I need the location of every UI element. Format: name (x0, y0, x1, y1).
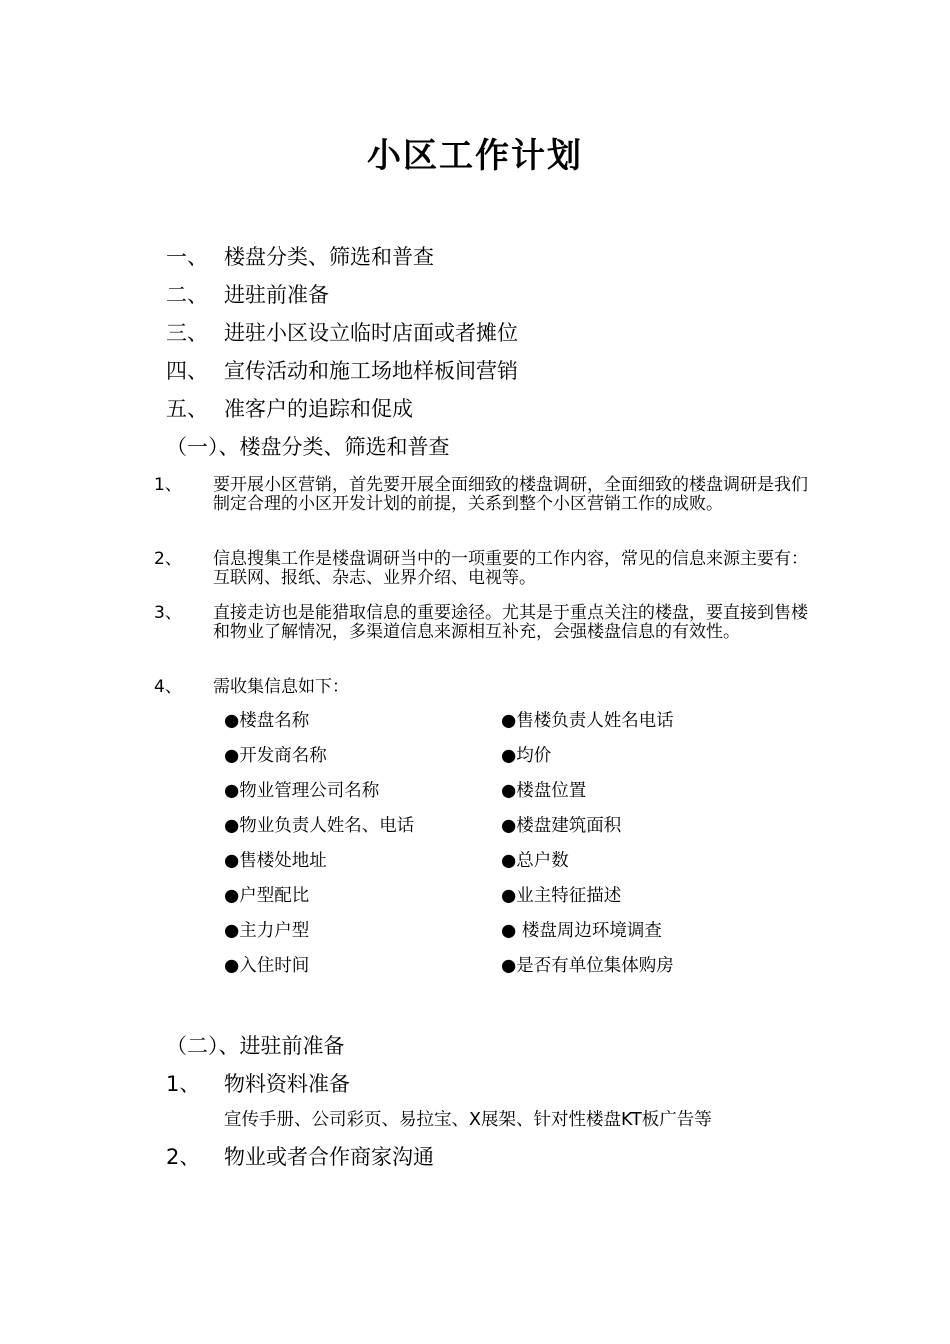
list-item-text: 信息搜集工作是楼盘调研当中的一项重要的工作内容，常见的信息来源主要有：互联网、报纸、杂志、业界介绍、电视等。 (213, 549, 808, 588)
list-item-text: 需收集信息如下： (213, 677, 349, 697)
list-item-number: 1、 (154, 475, 182, 495)
toc-number: 四、 (166, 359, 208, 383)
bullet-item: ●业主特征描述 (501, 886, 622, 906)
sub-item-number: 2、 (166, 1145, 201, 1169)
sub-item (166, 1069, 350, 1099)
toc-number: 一、 (166, 245, 208, 269)
toc-number: 五、 (166, 397, 208, 421)
toc-text: 进驻前准备 (224, 283, 329, 307)
bullet-item: ●均价 (501, 746, 552, 766)
list-item-number: 2、 (154, 549, 182, 569)
toc-item-5 (166, 394, 413, 424)
sub-item-number: 1、 (166, 1072, 201, 1096)
bullet-item: ●物业管理公司名称 (224, 781, 380, 801)
bullet-item: ●楼盘建筑面积 (501, 816, 622, 836)
bullet-item: ●主力户型 (224, 921, 310, 941)
section-1-heading: （一）、楼盘分类、筛选和普查 (166, 435, 450, 459)
list-item-text: 要开展小区营销，首先要开展全面细致的楼盘调研，全面细致的楼盘调研是我们制定合理的小区开发计划的前提，关系到整个小区营销工作的成败。 (213, 475, 808, 514)
bullet-item: ●售楼负责人姓名电话 (501, 711, 674, 731)
toc-item-2 (166, 280, 329, 310)
bullet-item: ●楼盘名称 (224, 711, 310, 731)
toc-item-1 (166, 242, 434, 272)
bullet-item: ●入住时间 (224, 956, 310, 976)
bullet-item: ●楼盘位置 (501, 781, 587, 801)
toc-text: 进驻小区设立临时店面或者摊位 (224, 321, 518, 345)
bullet-item: ●售楼处地址 (224, 851, 327, 871)
materials-list: 宣传手册、公司彩页、易拉宝、X展架、针对性楼盘KT板广告等 (224, 1110, 712, 1130)
list-item-text: 直接走访也是能猎取信息的重要途径。尤其是于重点关注的楼盘，要直接到售楼和物业了解情况，多渠道信息来源相互补充，会强楼盘信息的有效性。 (213, 603, 808, 642)
toc-text: 楼盘分类、筛选和普查 (224, 245, 434, 269)
sub-item-text: 物业或者合作商家沟通 (224, 1145, 434, 1169)
list-item-number: 3、 (154, 603, 182, 623)
page-title: 小区工作计划 (367, 136, 583, 176)
toc-item-4 (166, 356, 518, 386)
bullet-item: ● 楼盘周边环境调查 (501, 921, 662, 941)
bullet-item: ●户型配比 (224, 886, 310, 906)
bullet-item: ●总户数 (501, 851, 569, 871)
toc-item-3 (166, 318, 518, 348)
section-2-heading: （二）、进驻前准备 (166, 1034, 345, 1058)
sub-item-text: 物料资料准备 (224, 1072, 350, 1096)
bullet-item: ●开发商名称 (224, 746, 327, 766)
list-item-number: 4、 (154, 677, 182, 697)
toc-number: 三、 (166, 321, 208, 345)
toc-number: 二、 (166, 283, 208, 307)
bullet-item: ●物业负责人姓名、电话 (224, 816, 415, 836)
toc-text: 宣传活动和施工场地样板间营销 (224, 359, 518, 383)
toc-text: 准客户的追踪和促成 (224, 397, 413, 421)
bullet-item: ●是否有单位集体购房 (501, 956, 674, 976)
sub-item (166, 1142, 434, 1172)
